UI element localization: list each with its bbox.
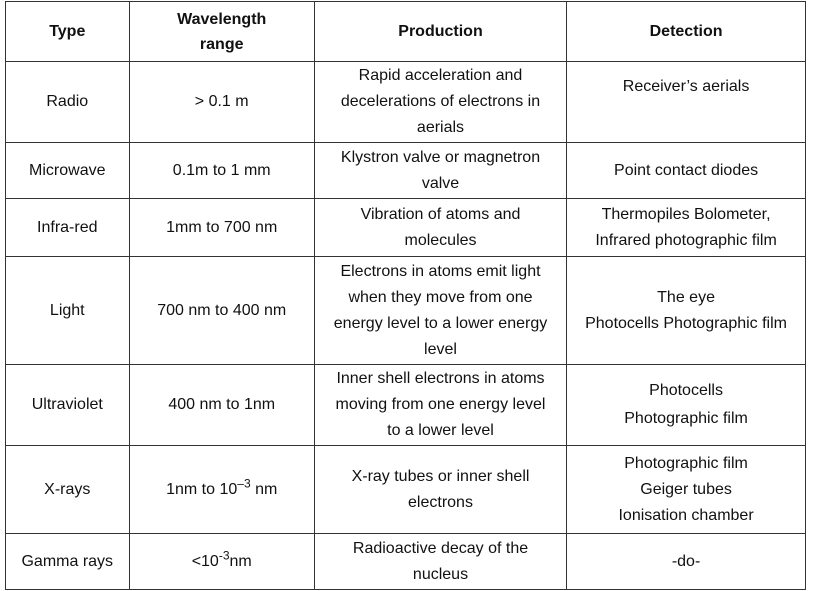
table-row-xrays	[6, 446, 806, 534]
type-cell: Light	[6, 257, 130, 365]
production-line: to a lower level	[387, 422, 494, 439]
detection-line: Photocells	[649, 382, 723, 399]
production-line: level	[424, 340, 457, 358]
production-cell	[314, 446, 566, 534]
detection-line: -do-	[671, 552, 701, 570]
detection-line: Photographic film	[624, 454, 748, 472]
detection-cell	[567, 446, 806, 534]
range-exponent: -3	[218, 548, 230, 563]
production-line: when they move from one	[348, 288, 533, 306]
range-cell	[129, 534, 314, 590]
type-cell: X-rays	[6, 446, 130, 534]
range-cell: > 0.1 m	[129, 62, 314, 143]
production-line: aerials	[416, 119, 465, 136]
detection-line: Receiver’s aerials	[622, 78, 750, 95]
production-line: energy level to a lower energy	[333, 314, 548, 332]
production-line: Klystron valve or magnetron	[340, 148, 541, 166]
detection-cell	[567, 143, 806, 199]
production-line: Inner shell electrons in atoms	[336, 370, 545, 387]
range-suffix: nm	[250, 480, 278, 498]
detection-cell	[567, 257, 806, 365]
detection-line: The eye	[657, 288, 715, 306]
type-cell: Gamma rays	[6, 534, 130, 590]
table-row-microwave	[6, 143, 806, 199]
production-line: moving from one energy level	[335, 396, 546, 413]
table-row-gamma	[6, 534, 806, 590]
header-wavelength-range	[129, 2, 314, 62]
range-cell: 1mm to 700 nm	[129, 199, 314, 257]
detection-line: Photocells Photographic film	[585, 314, 787, 332]
production-line: valve	[421, 174, 460, 192]
em-spectrum-table	[5, 1, 806, 590]
production-cell	[314, 143, 566, 199]
production-line: molecules	[404, 231, 477, 249]
production-line: Radioactive decay of the	[352, 539, 529, 557]
header-detection: Detection	[567, 2, 806, 62]
range-prefix: 1nm to 10	[166, 480, 238, 498]
header-wavelength-line1: Wavelength	[177, 10, 267, 28]
range-cell: 0.1m to 1 mm	[129, 143, 314, 199]
detection-line: Thermopiles Bolometer,	[601, 205, 771, 223]
detection-line: Geiger tubes	[640, 480, 732, 498]
type-cell: Infra-red	[6, 199, 130, 257]
detection-line: Photographic film	[624, 410, 748, 427]
production-cell	[314, 62, 566, 143]
detection-cell	[567, 199, 806, 257]
production-line: decelerations of electrons in	[340, 93, 541, 110]
production-line: Rapid acceleration and	[358, 67, 523, 84]
range-exponent: –3	[237, 476, 251, 491]
range-cell: 400 nm to 1nm	[129, 365, 314, 446]
header-row	[6, 2, 806, 62]
table-row-light	[6, 257, 806, 365]
table-row-radio	[6, 62, 806, 143]
type-cell: Ultraviolet	[6, 365, 130, 446]
header-production: Production	[314, 2, 566, 62]
production-cell	[314, 199, 566, 257]
table-row-ultraviolet	[6, 365, 806, 446]
production-cell	[314, 365, 566, 446]
production-cell	[314, 534, 566, 590]
detection-cell	[567, 62, 806, 143]
production-cell	[314, 257, 566, 365]
range-cell: 700 nm to 400 nm	[129, 257, 314, 365]
detection-line: Infrared photographic film	[595, 231, 777, 249]
type-cell: Microwave	[6, 143, 130, 199]
range-cell	[129, 446, 314, 534]
range-suffix: nm	[229, 552, 252, 570]
production-line: Electrons in atoms emit light	[340, 262, 541, 280]
range-prefix: <10	[191, 552, 219, 570]
header-type: Type	[6, 2, 130, 62]
detection-cell	[567, 365, 806, 446]
type-cell: Radio	[6, 62, 130, 143]
production-line: X-ray tubes or inner shell	[351, 467, 530, 485]
detection-line: Point contact diodes	[614, 161, 759, 179]
detection-cell	[567, 534, 806, 590]
production-line: electrons	[408, 493, 473, 511]
production-line: nucleus	[412, 565, 469, 583]
detection-line: Ionisation chamber	[618, 506, 754, 524]
header-wavelength-line2: range	[199, 35, 244, 53]
table-row-infrared	[6, 199, 806, 257]
production-line: Vibration of atoms and	[360, 205, 521, 223]
